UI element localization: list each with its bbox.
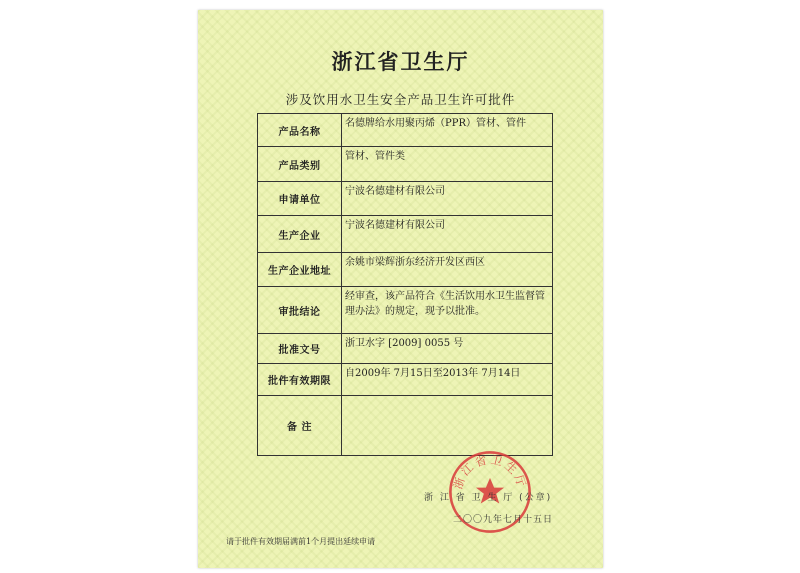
field-label: 备 注: [258, 396, 342, 456]
issuer-line: 浙 江 省 卫 生 厅 (公章): [424, 493, 553, 503]
field-label: 生产企业地址: [258, 253, 342, 287]
field-label: 批件有效期限: [258, 364, 342, 396]
field-label: 批准文号: [258, 334, 342, 364]
field-value: [342, 396, 553, 456]
field-label: 产品类别: [258, 147, 342, 182]
document-subtitle: 涉及饮用水卫生安全产品卫生许可批件: [285, 92, 516, 107]
table-row-product-name: [258, 114, 553, 147]
table-row-manufacturer: [258, 216, 553, 253]
table-row-applicant: [258, 182, 553, 216]
table-row-manufacturer-address: [258, 253, 553, 287]
field-label: 申请单位: [258, 182, 342, 216]
document-title: 浙江省卫生厅: [331, 50, 470, 74]
field-label: 生产企业: [258, 216, 342, 253]
renewal-note: 请于批件有效期届满前1个月提出延续申请: [226, 537, 376, 546]
table-row-remarks: [258, 396, 553, 456]
table-row-approval-conclusion: [258, 287, 553, 334]
field-label: 产品名称: [258, 114, 342, 147]
field-value: 浙卫水字 [2009] 0055 号: [342, 334, 553, 364]
field-value: 管材、管件类: [342, 147, 553, 182]
table-row-validity-period: [258, 364, 553, 396]
permit-certificate: [198, 10, 603, 568]
table-row-approval-number: [258, 334, 553, 364]
field-value: 宁波名德建材有限公司: [342, 182, 553, 216]
field-value: 经审查，该产品符合《生活饮用水卫生监督管理办法》的规定，现予以批准。: [342, 287, 553, 334]
field-value: 宁波名德建材有限公司: [342, 216, 553, 253]
field-value: 名德牌给水用聚丙烯（PPR）管材、管件: [342, 114, 553, 147]
seal-text: 浙江省卫生厅: [450, 452, 530, 491]
field-label: 审批结论: [258, 287, 342, 334]
table-row-product-category: [258, 147, 553, 182]
issue-date: 二〇〇九年七月十五日: [453, 515, 554, 525]
field-value: 余姚市梁辉浙东经济开发区西区: [342, 253, 553, 287]
field-value: 自2009年 7月15日至2013年 7月14日: [342, 364, 553, 396]
permit-table: [257, 113, 553, 456]
